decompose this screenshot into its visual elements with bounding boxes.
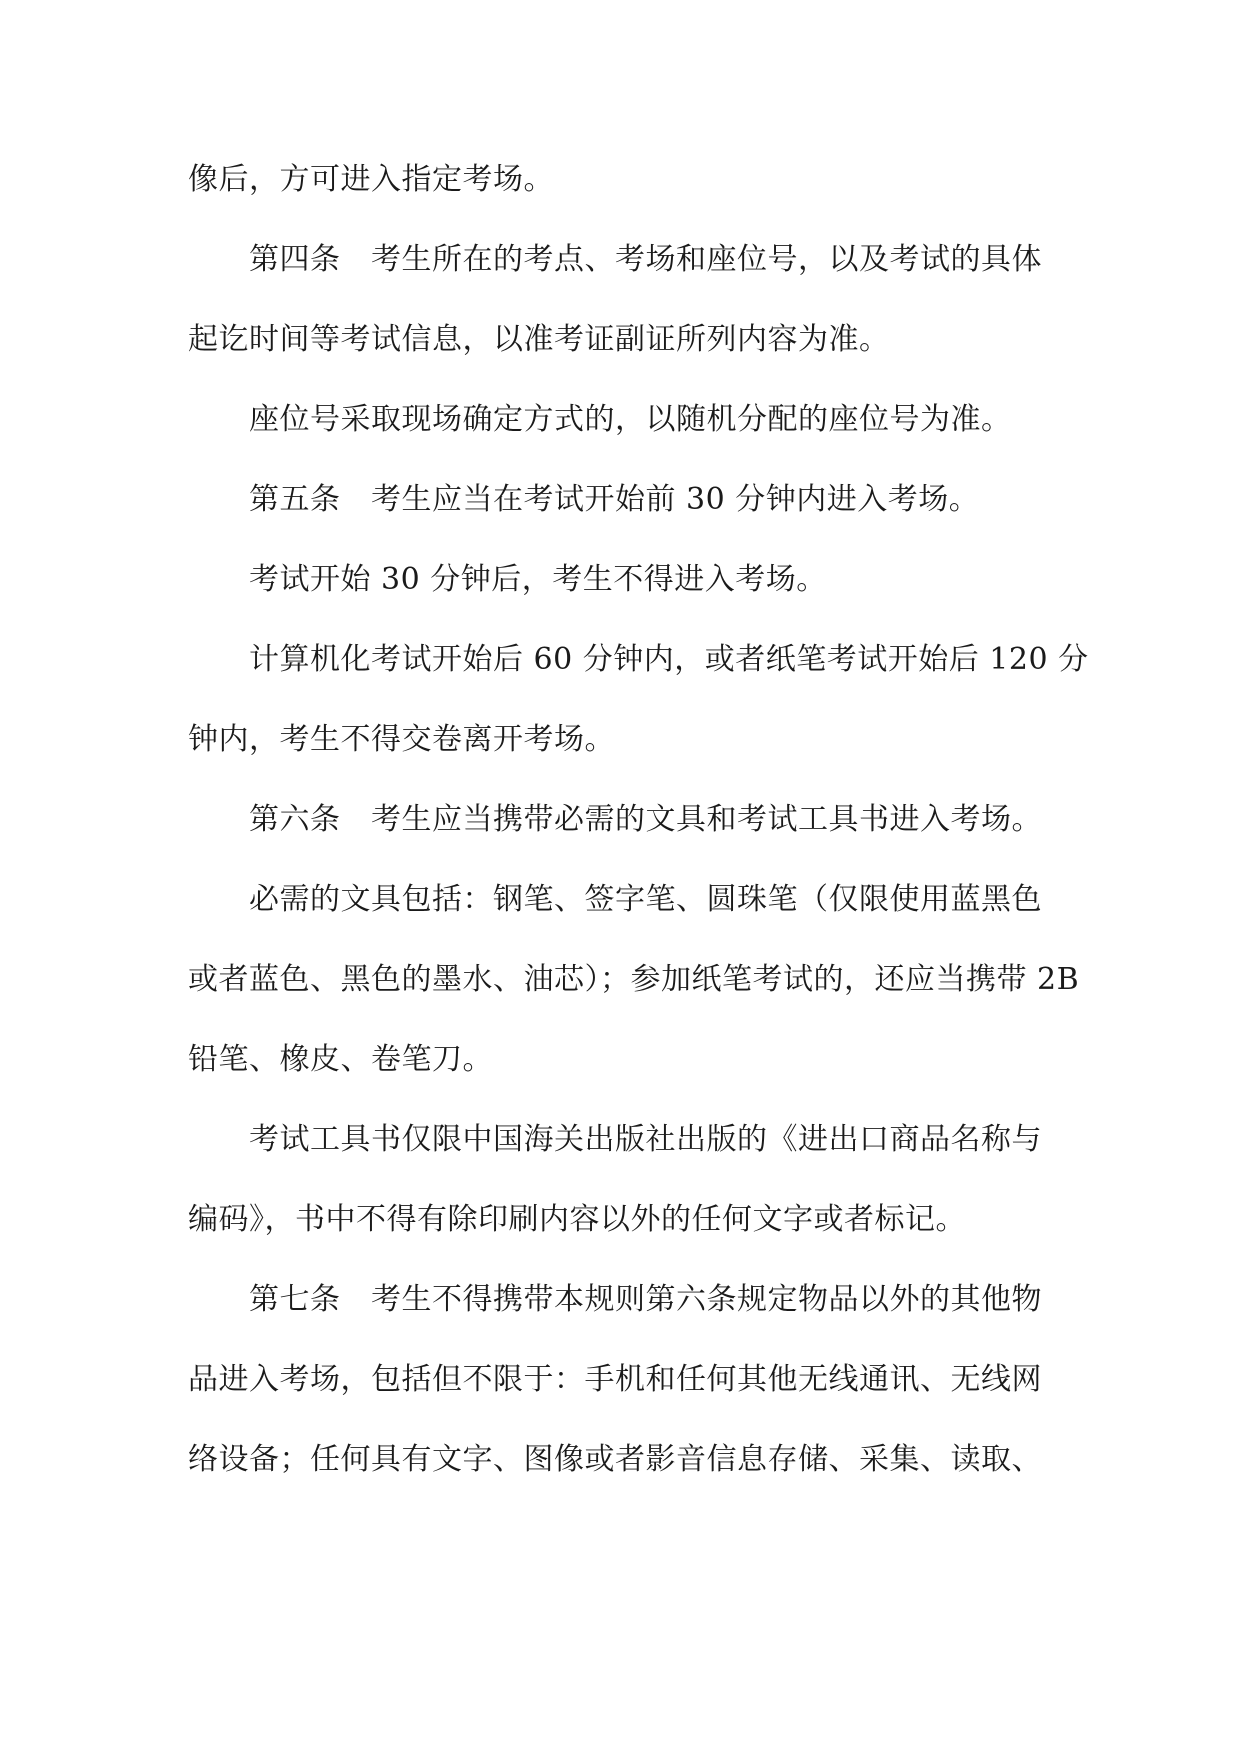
article-4-line-2: 起讫时间等考试信息，以准考证副证所列内容为准。 <box>188 322 890 357</box>
article-5-line-1: 第五条 考生应当在考试开始前 30 分钟内进入考场。 <box>249 482 980 517</box>
stationery-line-2: 或者蓝色、黑色的墨水、油芯）；参加纸笔考试的，还应当携带 2B <box>188 962 1080 997</box>
reference-book-line-1: 考试工具书仅限中国海关出版社出版的《进出口商品名称与 <box>249 1122 1042 1157</box>
article-7-line-3: 络设备；任何具有文字、图像或者影音信息存储、采集、读取、 <box>188 1442 1042 1477</box>
stationery-line-1: 必需的文具包括：钢笔、签字笔、圆珠笔（仅限使用蓝黑色 <box>249 882 1042 917</box>
article-6-line-1: 第六条 考生应当携带必需的文具和考试工具书进入考场。 <box>249 802 1042 837</box>
article-7-line-2: 品进入考场，包括但不限于：手机和任何其他无线通讯、无线网 <box>188 1362 1042 1397</box>
late-entry-paragraph: 考试开始 30 分钟后，考生不得进入考场。 <box>249 562 827 597</box>
early-leave-line-1: 计算机化考试开始后 60 分钟内，或者纸笔考试开始后 120 分 <box>249 642 1089 677</box>
seat-number-paragraph: 座位号采取现场确定方式的，以随机分配的座位号为准。 <box>249 402 1012 437</box>
article-7-line-1: 第七条 考生不得携带本规则第六条规定物品以外的其他物 <box>249 1282 1042 1317</box>
reference-book-line-2: 编码》，书中不得有除印刷内容以外的任何文字或者标记。 <box>188 1202 966 1237</box>
text-line-1: 像后，方可进入指定考场。 <box>188 162 554 197</box>
article-4-line-1: 第四条 考生所在的考点、考场和座位号，以及考试的具体 <box>249 242 1042 277</box>
early-leave-line-2: 钟内，考生不得交卷离开考场。 <box>188 722 615 757</box>
stationery-line-3: 铅笔、橡皮、卷笔刀。 <box>188 1042 493 1077</box>
